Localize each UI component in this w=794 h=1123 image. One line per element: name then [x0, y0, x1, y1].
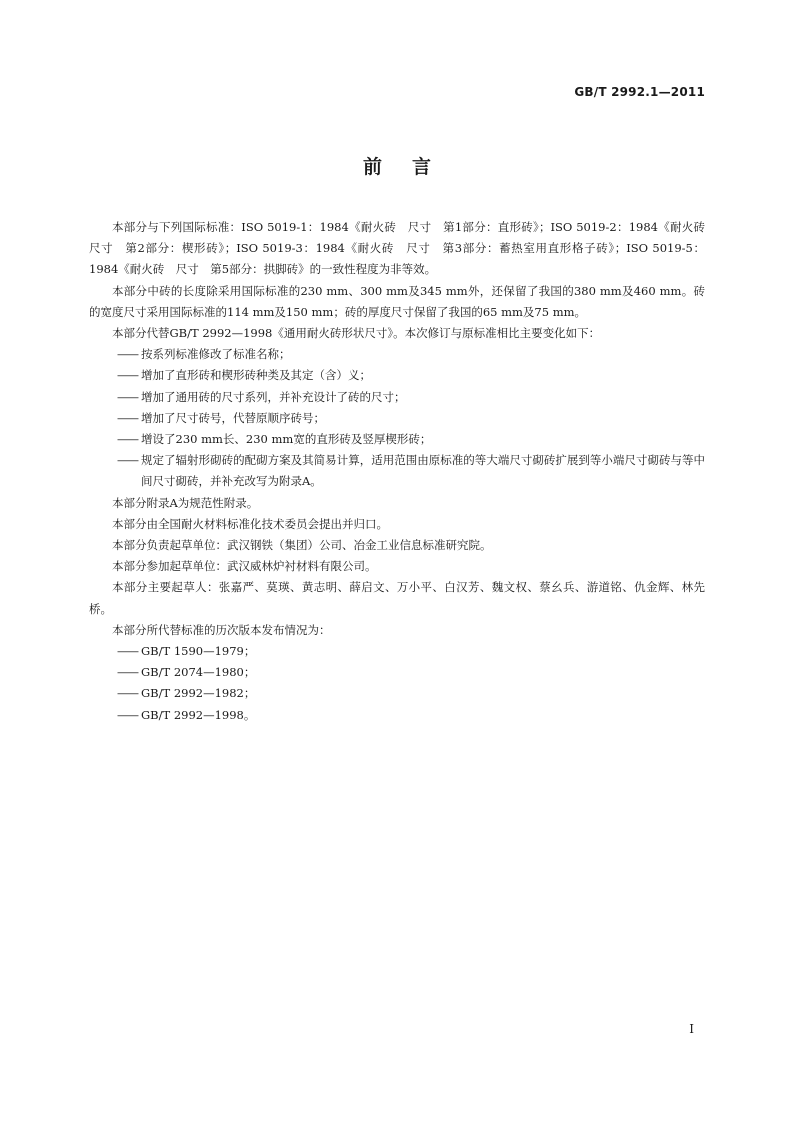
standard-number: GB/T 2992.1—2011 — [574, 85, 705, 99]
history-item-text: GB/T 2074—1980； — [141, 665, 256, 680]
change-item — [89, 387, 705, 408]
page-number: I — [689, 1022, 694, 1036]
paragraph-dimensions: 本部分中砖的长度除采用国际标准的230 mm、300 mm及345 mm外，还保留了我国的380 mm及460 mm。砖的宽度尺寸采用国际标准的114 mm及150 mm；砖的厚度尺寸保留了我国的65 mm及75 mm。 — [89, 283, 705, 319]
paragraph-replaces: 本部分代替GB/T 2992—1998《通用耐火砖形状尺寸》。本次修订与原标准相比主要变化如下： — [112, 326, 601, 341]
dash-marker: —— — [117, 686, 138, 701]
dash-marker: —— — [117, 707, 138, 722]
history-item — [89, 683, 705, 704]
history-item — [89, 662, 705, 683]
dash-marker: —— — [117, 644, 138, 659]
change-item — [89, 429, 705, 450]
paragraph-equivalence: 本部分与下列国际标准：ISO 5019-1：1984《耐火砖 尺寸 第1部分：直形砖》；ISO 5019-2：1984《耐火砖 尺寸 第2部分：楔形砖》；ISO 5019-3：1984《耐火砖 尺寸 第3部分：蓄热室用直形格子砖》；ISO 5019-5：1984《耐火砖 尺寸 第5部分：拱脚砖》的一致性程度为非等效。 — [89, 220, 717, 277]
history-item — [89, 641, 705, 662]
change-item-text: 增设了230 mm长、230 mm宽的直形砖及竖厚楔形砖； — [141, 432, 432, 447]
change-item — [89, 365, 705, 386]
dash-marker: —— — [117, 368, 138, 383]
dash-marker: —— — [117, 453, 138, 468]
change-item-text: 增加了通用砖的尺寸系列，并补充设计了砖的尺寸； — [141, 389, 406, 404]
paragraph-annex: 本部分附录A为规范性附录。 — [112, 495, 259, 510]
change-item-text: 按系列标准修改了标准名称； — [141, 347, 291, 362]
change-item-text: 增加了直形砖和楔形砖种类及其定（含）义； — [141, 368, 371, 383]
paragraph-participating-unit: 本部分参加起草单位：武汉威林炉衬材料有限公司。 — [112, 559, 377, 574]
change-item — [89, 450, 705, 492]
dash-marker: —— — [117, 347, 138, 362]
history-item-text: GB/T 2992—1982； — [141, 686, 256, 701]
dash-marker: —— — [117, 410, 138, 425]
change-item-text: 规定了辐射形砌砖的配砌方案及其简易计算，适用范围由原标准的等大端尺寸砌砖扩展到等小端尺寸砌砖与等中间尺寸砌砖，并补充改写为附录A。 — [141, 453, 705, 489]
change-item — [89, 344, 705, 365]
history-item — [89, 705, 705, 726]
paragraph-proposer: 本部分由全国耐火材料标准化技术委员会提出并归口。 — [112, 516, 388, 531]
page-title: 前言 — [362, 156, 461, 178]
paragraph-history-intro: 本部分所代替标准的历次版本发布情况为： — [112, 622, 331, 637]
dash-marker: —— — [117, 432, 138, 447]
paragraph-drafting-unit: 本部分负责起草单位：武汉钢铁（集团）公司、冶金工业信息标准研究院。 — [112, 538, 492, 553]
history-item-text: GB/T 2992—1998。 — [141, 707, 256, 722]
change-item — [89, 408, 705, 429]
paragraph-drafters: 本部分主要起草人：张嘉严、莫瑛、黄志明、薛启文、万小平、白汉芳、魏文权、蔡幺兵、游道铭、仇金辉、林先桥。 — [89, 580, 705, 616]
foreword-body — [89, 217, 717, 726]
change-item-text: 增加了尺寸砖号，代替原顺序砖号； — [141, 410, 325, 425]
history-item-text: GB/T 1590—1979； — [141, 644, 256, 659]
dash-marker: —— — [117, 665, 138, 680]
dash-marker: —— — [117, 389, 138, 404]
